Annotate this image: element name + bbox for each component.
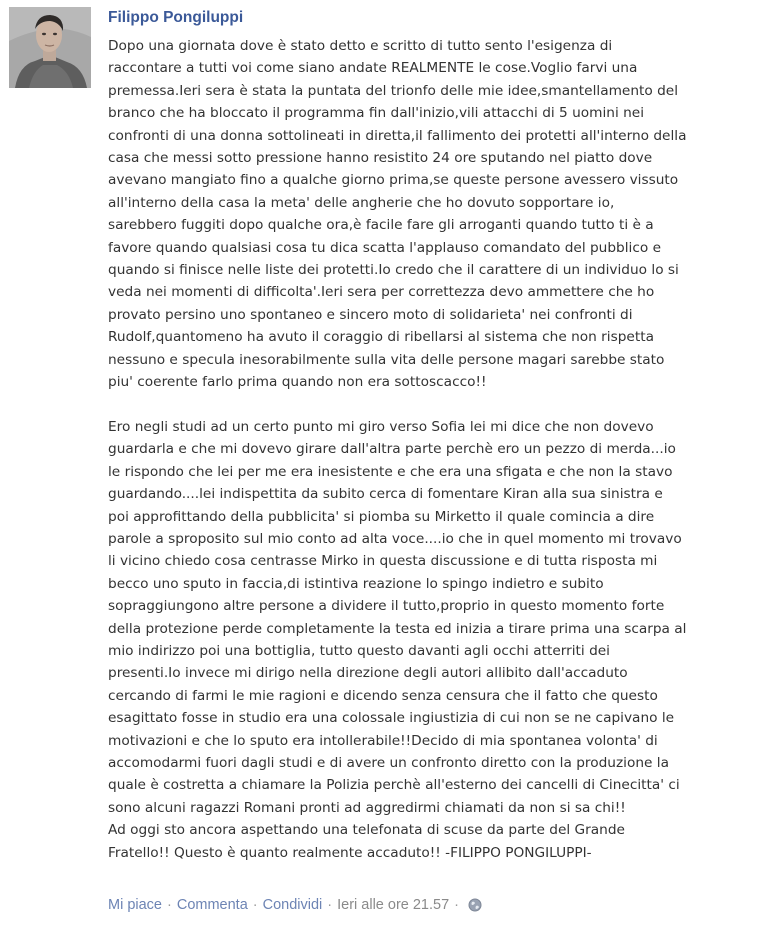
message-line: premessa.Ieri sera è stata la puntata del trionfo delle mie idee,smantellamento del [108,82,679,99]
message-line: piu' coerente farlo prima quando non era sottoscacco!! [108,374,487,391]
separator: · [252,897,258,913]
author-name[interactable]: Filippo Pongiluppi [108,9,244,26]
share-link[interactable]: Condividi [262,897,323,913]
message-line: della protezione perde completamente la testa ed inizia a tirare prima una scarpa al [108,620,687,637]
message-line: cercando di farmi le mie ragioni e dicendo senza censura che il fatto che questo [108,687,658,704]
message-line: Rudolf,quantomeno ha avuto il coraggio di ribellarsi al sistema che non rispetta [108,329,654,346]
message-line: guardando....lei indispettita da subito cerca di fomentare Kiran alla sua sinistra e [108,486,663,503]
message-line: casa che messi sotto pressione hanno resistito 24 ore sputando nel piatto dove [108,150,653,167]
message-line: provato persino uno spontaneo e sincero moto di solidarieta' nei confronti di [108,306,633,323]
message-line: quando si finisce nelle liste dei protetti.Io credo che il carattere di un individuo lo si [108,262,679,279]
message-line: li vicino chiedo cosa centrasse Mirko in questa discussione e di tutta risposta mi [108,553,658,570]
message-line: le rispondo che lei per me era inesistente e che era una sfigata e che non la stavo [108,463,673,480]
message-line: accomodarmi fuori dagli studi e di avere un confronto diretto con la produzione la [108,754,669,771]
message-line: Fratello!! Questo è quanto realmente accaduto!! -FILIPPO PONGILUPPI- [108,844,592,861]
message-line: parole a sproposito sul mio conto ad alta voce....io che in quel momento mi trovavo [108,530,682,547]
message-line: becco uno sputo in faccia,di istintiva reazione lo spingo indietro e subito [108,575,604,592]
post-message [108,35,763,864]
message-line: avevano mangiato fino a qualche giorno prima,se queste persone avessero vissuto [108,172,679,189]
message-line: quale è costretta a chiamare la Polizia perchè all'esterno dei cancelli di Cinecitta' ci [108,777,680,794]
post-timestamp[interactable]: Ieri alle ore 21.57 [337,897,450,913]
separator: · [167,897,172,913]
message-line: favore quando qualsiasi cosa tu dica scatta l'applauso comandato del pubblico e [108,239,662,256]
profile-photo [9,7,91,88]
message-line: Dopo una giornata dove è stato detto e scritto di tutto sento l'esigenza di [108,38,613,54]
message-line: raccontare a tutti voi come siano andate REALMENTE le cose.Voglio farvi una [108,60,638,77]
avatar[interactable] [9,7,91,88]
message-line: Ad oggi sto ancora aspettando una telefonata di scuse da parte del Grande [108,822,625,839]
message-line: mio indirizzo poi una bottiglia, tutto questo davanti agli occhi atterriti dei [108,642,610,659]
message-line: branco che ha bloccato il programma fin dall'inizio,vili attacchi di 5 uomini nei [108,105,645,122]
message-line: confronti di una donna sottolineati in diretta,il fallimento dei protetti all'interno della [108,127,687,144]
paragraph-gap [108,394,763,416]
message-line: nessuno e specula inesorabilmente sulla vita delle persone magari sarebbe stato [108,351,665,368]
comment-link[interactable]: Commenta [176,897,248,913]
message-line: poi approfittando della pubblicita' si piomba su Mirketto il quale comincia a dire [108,508,655,525]
message-line: sono alcuni ragazzi Romani pronti ad aggredirmi chiamati da non si sa chi!! [108,799,626,816]
message-line: guardarla e che mi dovevo girare dall'altra parte perchè ero un pezzo di merda...io [108,441,676,458]
message-line: veda nei momenti di difficolta'.Ieri sera per correttezza devo ammettere che ho [108,284,655,301]
message-line: sarebbero fuggiti dopo qualche ora,è facile fare gli arroganti quando tutto ti è a [108,217,654,234]
separator: · [327,897,333,913]
message-line: all'interno della casa la meta' delle angherie che ho dovuto sopportare io, [108,194,615,211]
message-line: sopraggiungono altre persone a dividere il tutto,proprio in questo momento forte [108,598,665,615]
like-link[interactable]: Mi piace [108,897,162,913]
message-line: motivazioni e che lo sputo era intollerabile!!Decido di mia spontanea volonta' di [108,732,658,749]
separator: · [454,897,459,913]
message-line: Ero negli studi ad un certo punto mi giro verso Sofia lei mi dice che non dovevo [108,418,654,435]
post-actions [108,897,482,913]
message-line: esagittato fosse in studio era una colossale ingiustizia di cui non se ne capivano le [108,710,675,727]
globe-icon[interactable] [468,898,482,912]
message-line: presenti.Io invece mi dirigo nella direzione degli autori allibito dall'accaduto [108,665,628,682]
